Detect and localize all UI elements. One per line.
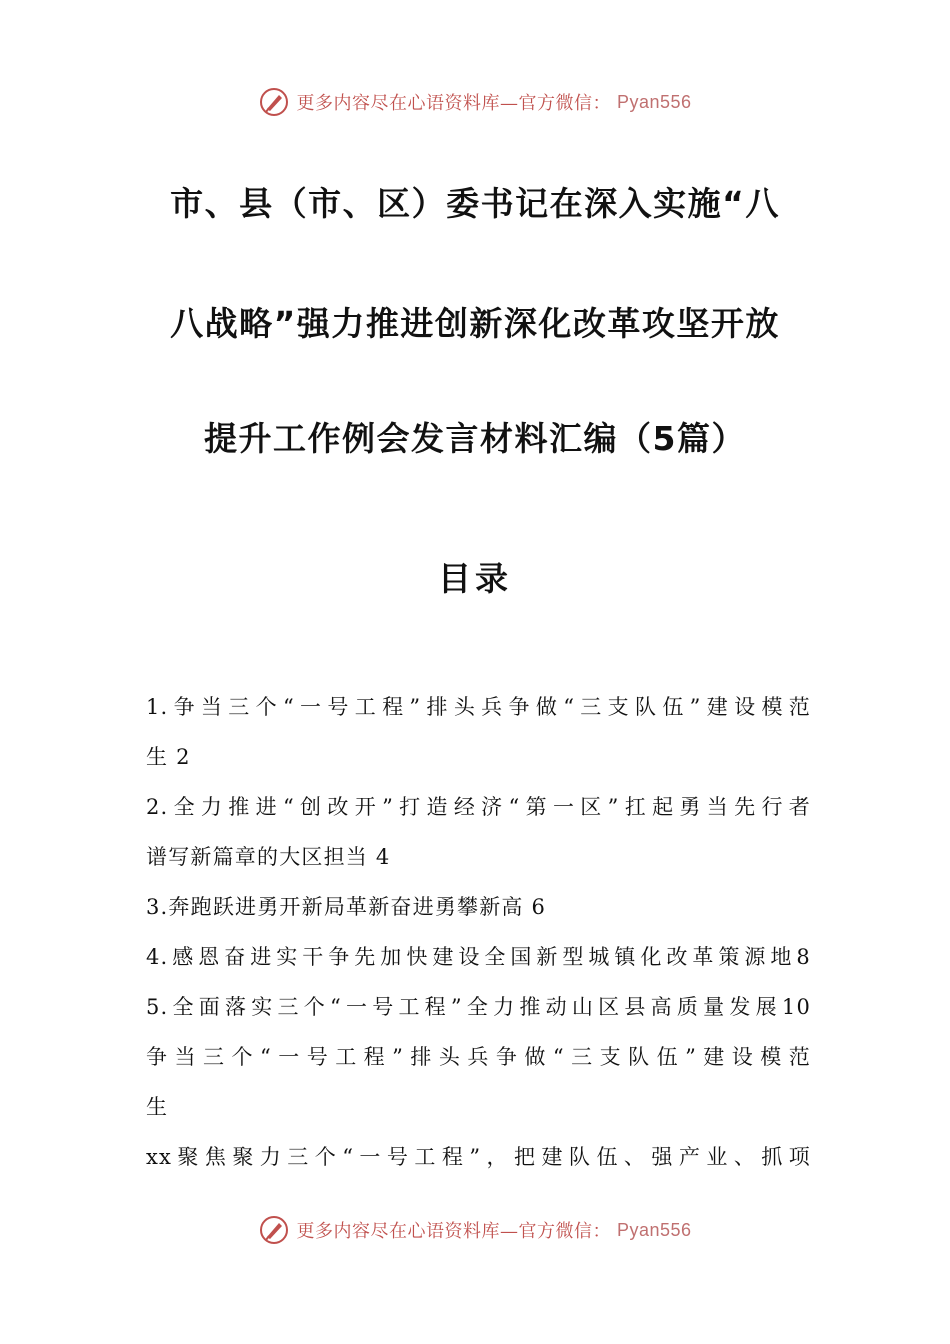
toc-line: 1.争当三个“一号工程”排头兵争做“三支队伍”建设模范: [146, 695, 811, 719]
toc-line: 生: [146, 1095, 169, 1119]
watermark-wechat-id: Pyan556: [616, 91, 692, 112]
toc-line: 2.全力推进“创改开”打造经济“第一区”扛起勇当先行者: [146, 795, 811, 819]
pen-logo-icon: [258, 1214, 290, 1246]
document-title-line-1: 市、县（市、区）委书记在深入实施“八: [170, 184, 780, 223]
watermark-banner-top: [0, 82, 950, 122]
watermark-text: 更多内容尽在心语资料库—官方微信：: [296, 93, 611, 114]
document-title-line-3: 提升工作例会发言材料汇编（5篇）: [204, 419, 746, 458]
watermark-banner-bottom: [0, 1210, 950, 1250]
table-of-contents: [146, 682, 811, 1182]
toc-line: 3.奔跑跃进勇开新局革新奋进勇攀新高 6: [146, 895, 547, 919]
toc-line: 5.全面落实三个“一号工程”全力推动山区县高质量发展10: [146, 995, 811, 1019]
toc-line: 争当三个“一号工程”排头兵争做“三支队伍”建设模范: [146, 1045, 811, 1069]
document-title-line-2: 八战略”强力推进创新深化改革攻坚开放: [170, 304, 780, 343]
pen-logo-icon: [258, 86, 290, 118]
toc-line: 生 2: [146, 745, 191, 769]
watermark-text: 更多内容尽在心语资料库—官方微信：: [296, 1221, 611, 1242]
toc-line: 谱写新篇章的大区担当 4: [146, 845, 391, 869]
toc-line: xx聚焦聚力三个“一号工程”，把建队伍、强产业、抓项: [146, 1145, 811, 1169]
toc-heading: 目录: [438, 559, 512, 598]
watermark-wechat-id: Pyan556: [616, 1219, 692, 1240]
toc-line: 4.感恩奋进实干争先加快建设全国新型城镇化改革策源地8: [146, 945, 811, 969]
